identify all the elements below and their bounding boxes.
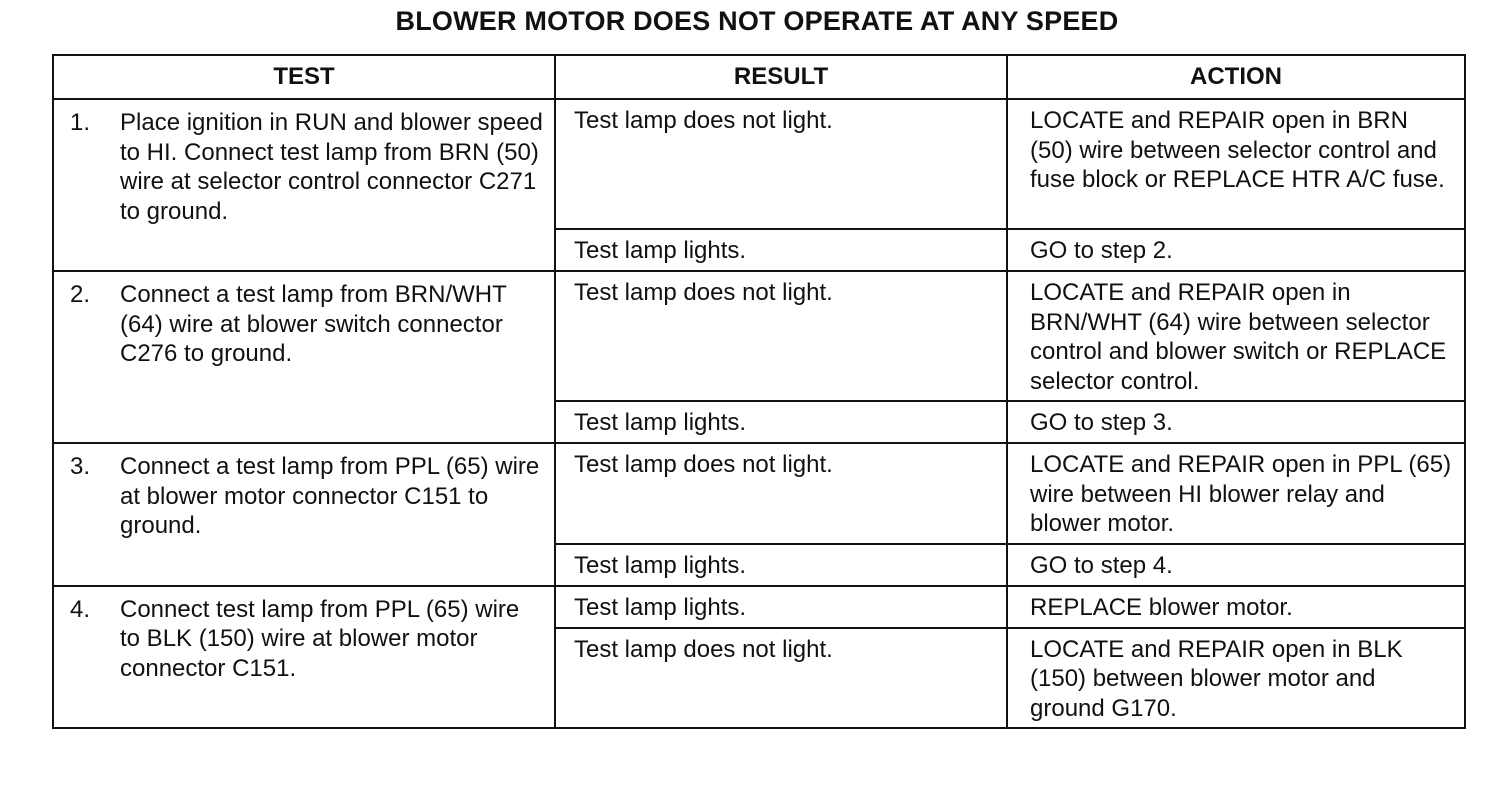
table-row <box>53 99 1465 229</box>
result-cell: Test lamp does not light. <box>555 443 1007 544</box>
test-cell-step-4 <box>53 586 555 729</box>
table-row <box>53 443 1465 544</box>
result-cell: Test lamp lights. <box>555 229 1007 271</box>
action-cell: REPLACE blower motor. <box>1007 586 1465 628</box>
column-header-action: ACTION <box>1007 55 1465 99</box>
action-cell: GO to step 2. <box>1007 229 1465 271</box>
diagnostic-table <box>52 54 1466 729</box>
test-procedure: Place ignition in RUN and blower speed to HI. Connect test lamp from BRN (50) wire at selector control connector C271 to ground. <box>120 109 543 225</box>
test-procedure: Connect a test lamp from BRN/WHT (64) wire at blower switch connector C276 to ground. <box>120 281 507 367</box>
step-number: 2. <box>70 281 91 308</box>
page-title: BLOWER MOTOR DOES NOT OPERATE AT ANY SPEED <box>395 6 1119 36</box>
result-cell: Test lamp does not light. <box>555 271 1007 401</box>
action-cell: LOCATE and REPAIR open in PPL (65) wire between HI blower relay and blower motor. <box>1007 443 1465 544</box>
table-row <box>53 271 1465 401</box>
action-cell: GO to step 3. <box>1007 401 1465 443</box>
result-cell: Test lamp lights. <box>555 586 1007 628</box>
step-number: 1. <box>70 109 91 136</box>
column-header-result: RESULT <box>555 55 1007 99</box>
result-cell: Test lamp does not light. <box>555 99 1007 229</box>
step-number: 3. <box>70 453 91 480</box>
action-cell: LOCATE and REPAIR open in BRN/WHT (64) wire between selector control and blower switch or REPLACE selector control. <box>1007 271 1465 401</box>
result-cell: Test lamp lights. <box>555 401 1007 443</box>
test-procedure: Connect a test lamp from PPL (65) wire at blower motor connector C151 to ground. <box>120 453 540 539</box>
test-cell-step-3 <box>53 443 555 586</box>
step-number: 4. <box>70 595 91 623</box>
action-cell: LOCATE and REPAIR open in BLK (150) between blower motor and ground G170. <box>1007 628 1465 729</box>
table-row <box>53 586 1465 628</box>
test-procedure: Connect test lamp from PPL (65) wire to BLK (150) wire at blower motor connector C151. <box>120 595 520 682</box>
column-header-test: TEST <box>53 55 555 99</box>
result-cell: Test lamp lights. <box>555 544 1007 586</box>
action-cell: LOCATE and REPAIR open in BRN (50) wire between selector control and fuse block or REPLACE HTR A/C fuse. <box>1007 99 1465 229</box>
result-cell: Test lamp does not light. <box>555 628 1007 729</box>
action-cell: GO to step 4. <box>1007 544 1465 586</box>
header-row <box>53 55 1465 99</box>
test-cell-step-1 <box>53 99 555 271</box>
test-cell-step-2 <box>53 271 555 443</box>
